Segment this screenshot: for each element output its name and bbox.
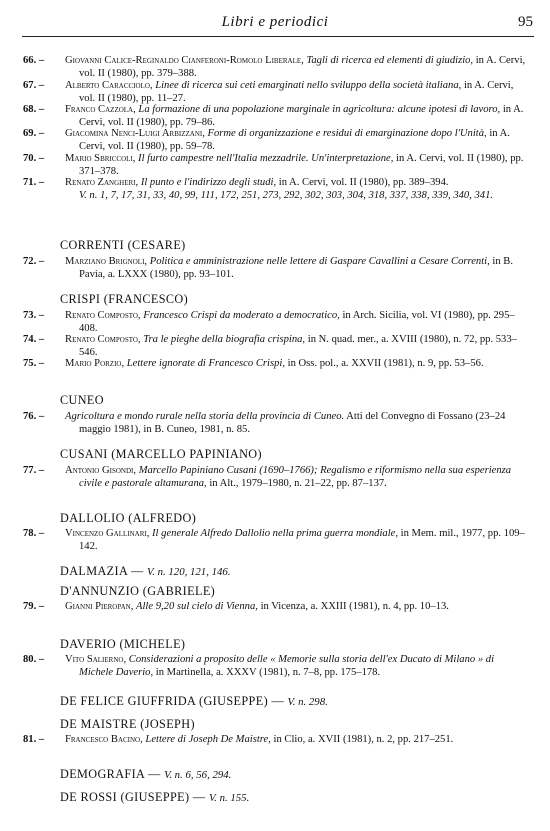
entry-title: Tagli di ricerca ed elementi di giudizio,	[306, 55, 474, 66]
entry-source: in A. Cervi, vol. II (1980), pp. 389–394.	[278, 177, 449, 188]
heading-daverio	[60, 637, 185, 652]
entry-78	[23, 528, 527, 553]
heading-dalmazia	[60, 564, 231, 579]
page-number: 95	[518, 14, 533, 30]
entry-number: 80. –	[23, 654, 45, 665]
entry-number: 72. –	[23, 256, 45, 267]
entry-title: Linee di ricerca sui ceti emarginati nello sviluppo della società italiana,	[155, 80, 462, 91]
heading-reference: V. n. 120, 121, 146.	[147, 566, 231, 578]
entry-author: Giacomina Nenci-Luigi Arbizzani,	[65, 128, 205, 139]
heading-label: CORRENTI (CESARE)	[60, 238, 186, 252]
entry-source: in Vicenza, a. XXIII (1981), n. 4, pp. 10–13.	[260, 601, 449, 612]
entry-number: 76. –	[23, 411, 45, 422]
entry-number: 69. –	[23, 128, 45, 139]
entry-author: Francesco Bacino,	[65, 734, 143, 745]
heading-label: CUSANI (MARCELLO PAPINIANO)	[60, 447, 262, 461]
entry-number: 81. –	[23, 734, 45, 745]
entry-number: 68. –	[23, 104, 45, 115]
heading-dannunzio	[60, 584, 215, 599]
heading-de-rossi	[60, 790, 249, 805]
entry-source: in A. Cervi, vol. II (1980), pp. 11–27.	[79, 80, 514, 104]
entry-title: Politica e amministrazione nelle lettere di Gaspare Cavallini a Cesare Correnti,	[149, 256, 490, 267]
entry-title: Agricoltura e mondo rurale nella storia della provincia di Cuneo.	[65, 411, 345, 422]
entry-source: in A. Cervi, vol. II (1980), pp. 79–86.	[79, 104, 524, 128]
entry-69	[23, 128, 527, 153]
entry-number: 67. –	[23, 80, 45, 91]
entry-title: Alle 9,20 sul cielo di Vienna,	[136, 601, 258, 612]
entry-author: Renato Zangheri,	[65, 177, 139, 188]
entry-author: Mario Porzio,	[65, 358, 125, 369]
entry-author: Franco Cazzola,	[65, 104, 136, 115]
entry-author: Mario Sbriccoli,	[65, 153, 136, 164]
entry-80	[23, 654, 527, 679]
entry-76	[23, 411, 527, 436]
entry-title: Il generale Alfredo Dallolio nella prima guerra mondiale,	[152, 528, 399, 539]
entry-author: Gianni Pieropan,	[65, 601, 134, 612]
entry-title: Forme di organizzazione e residui di emarginazione dopo l'Unità,	[207, 128, 487, 139]
entry-77	[23, 465, 527, 490]
entry-74	[23, 334, 527, 359]
entry-author: Renato Composto,	[65, 334, 141, 345]
heading-label: DALLOLIO (ALFREDO)	[60, 511, 197, 525]
entry-number: 78. –	[23, 528, 45, 539]
entry-71	[23, 177, 527, 202]
heading-label: CRISPI (FRANCESCO)	[60, 292, 189, 306]
entry-source: in A. Cervi, vol. II (1980), pp. 379–388.	[79, 55, 526, 79]
entry-title: Tra le pieghe della biografia crispina,	[143, 334, 306, 345]
heading-label: DEMOGRAFIA —	[60, 767, 161, 781]
entry-source: in N. quad. mer., a. XVIII (1980), n. 72, pp. 533–546.	[79, 334, 517, 358]
entry-number: 74. –	[23, 334, 45, 345]
entry-66	[23, 55, 527, 80]
entry-title: Considerazioni a proposito delle « Memorie sulla storia dell'ex Ducato di Milano » di Michele Daverio,	[79, 654, 495, 678]
heading-label: DE ROSSI (GIUSEPPE) —	[60, 790, 206, 804]
heading-reference: V. n. 298.	[287, 696, 328, 708]
entry-number: 77. –	[23, 465, 45, 476]
entry-title: La formazione di una popolazione marginale in agricoltura: alcune ipotesi di lavoro,	[138, 104, 501, 115]
entry-title: Il furto campestre nell'Italia mezzadrile. Un'interpretazione,	[138, 153, 394, 164]
heading-label: DE MAISTRE (JOSEPH)	[60, 717, 195, 731]
header-rule	[22, 36, 534, 37]
entry-author: Vincenzo Gallinari,	[65, 528, 150, 539]
entry-author: Alberto Caracciolo,	[65, 80, 153, 91]
entry-67	[23, 80, 527, 105]
running-title: Libri e periodici	[221, 14, 329, 30]
entry-source: in Arch. Sicilia, vol. VI (1980), pp. 295–408.	[79, 310, 515, 334]
heading-label: DAVERIO (MICHELE)	[60, 637, 186, 651]
entry-source: in B. Pavia, a. LXXX (1980), pp. 93–101.	[79, 256, 514, 280]
heading-label: DE FELICE GIUFFRIDA (GIUSEPPE) —	[60, 694, 285, 708]
heading-correnti	[60, 238, 186, 253]
entry-title: Lettere ignorate di Francesco Crispi,	[126, 358, 285, 369]
entry-number: 66. –	[23, 55, 45, 66]
heading-de-maistre	[60, 717, 195, 732]
entry-title: Francesco Crispi da moderato a democratico,	[143, 310, 340, 321]
heading-reference: V. n. 6, 56, 294.	[164, 769, 232, 781]
heading-de-felice-giuffrida	[60, 694, 328, 709]
entry-81	[23, 734, 527, 747]
running-head	[0, 14, 550, 36]
entry-number: 70. –	[23, 153, 45, 164]
heading-dallolio	[60, 511, 196, 526]
entry-source: in Mem. mil., 1977, pp. 109–142.	[79, 528, 525, 552]
heading-cusani	[60, 447, 262, 462]
entry-number: 75. –	[23, 358, 45, 369]
entry-72	[23, 256, 527, 281]
entry-author: Antonio Gisondi,	[65, 465, 137, 476]
entry-number: 73. –	[23, 310, 45, 321]
entry-number: 71. –	[23, 177, 45, 188]
entry-source: in Martinella, a. XXXV (1981), n. 7–8, pp. 175–178.	[155, 666, 381, 678]
heading-demografia	[60, 767, 231, 782]
heading-label: D'ANNUNZIO (GABRIELE)	[60, 584, 216, 598]
entry-source: in Oss. pol., a. XXVII (1981), n. 9, pp. 53–56.	[287, 358, 484, 369]
entry-source: in Clio, a. XVII (1981), n. 2, pp. 217–251.	[273, 734, 454, 745]
heading-crispi	[60, 292, 188, 307]
entry-see-also: V. n. 1, 7, 17, 31, 33, 40, 99, 111, 172, 251, 273, 292, 302, 303, 304, 318, 337, 338, 339, 340, 341.	[79, 189, 494, 201]
entry-73	[23, 310, 527, 335]
entry-title: Il punto e l'indirizzo degli studi,	[140, 177, 277, 188]
entry-title: Marcello Papiniano Cusani (1690–1766); Regalismo e riformismo nella sua esperienza civile e pastorale altamurana,	[79, 465, 512, 489]
heading-label: CUNEO	[60, 393, 104, 407]
entry-author: Vito Salierno,	[65, 654, 127, 665]
entry-source: Atti del Convegno di Fossano (23–24 maggio 1981), in B. Cuneo, 1981, n. 85.	[79, 411, 506, 435]
entry-79	[23, 601, 527, 614]
entry-author: Marziano Brignoli,	[65, 256, 148, 267]
entry-number: 79. –	[23, 601, 45, 612]
entry-title: Lettere di Joseph De Maistre,	[145, 734, 271, 745]
entry-68	[23, 104, 527, 129]
heading-cuneo	[60, 393, 104, 408]
entry-70	[23, 153, 527, 178]
entry-author: Renato Composto,	[65, 310, 141, 321]
entry-75	[23, 358, 527, 371]
entry-source: in Alt., 1979–1980, n. 21–22, pp. 87–137.	[209, 477, 387, 489]
entry-source: in A. Cervi, vol. II (1980), pp. 59–78.	[79, 128, 510, 152]
heading-reference: V. n. 155.	[208, 792, 250, 804]
entry-source: in A. Cervi, vol. II (1980), pp. 371–378.	[79, 153, 524, 177]
heading-label: DALMAZIA —	[60, 564, 144, 578]
entry-author: Giovanni Calice-Reginaldo Cianferoni-Romolo Liberale,	[65, 55, 304, 66]
